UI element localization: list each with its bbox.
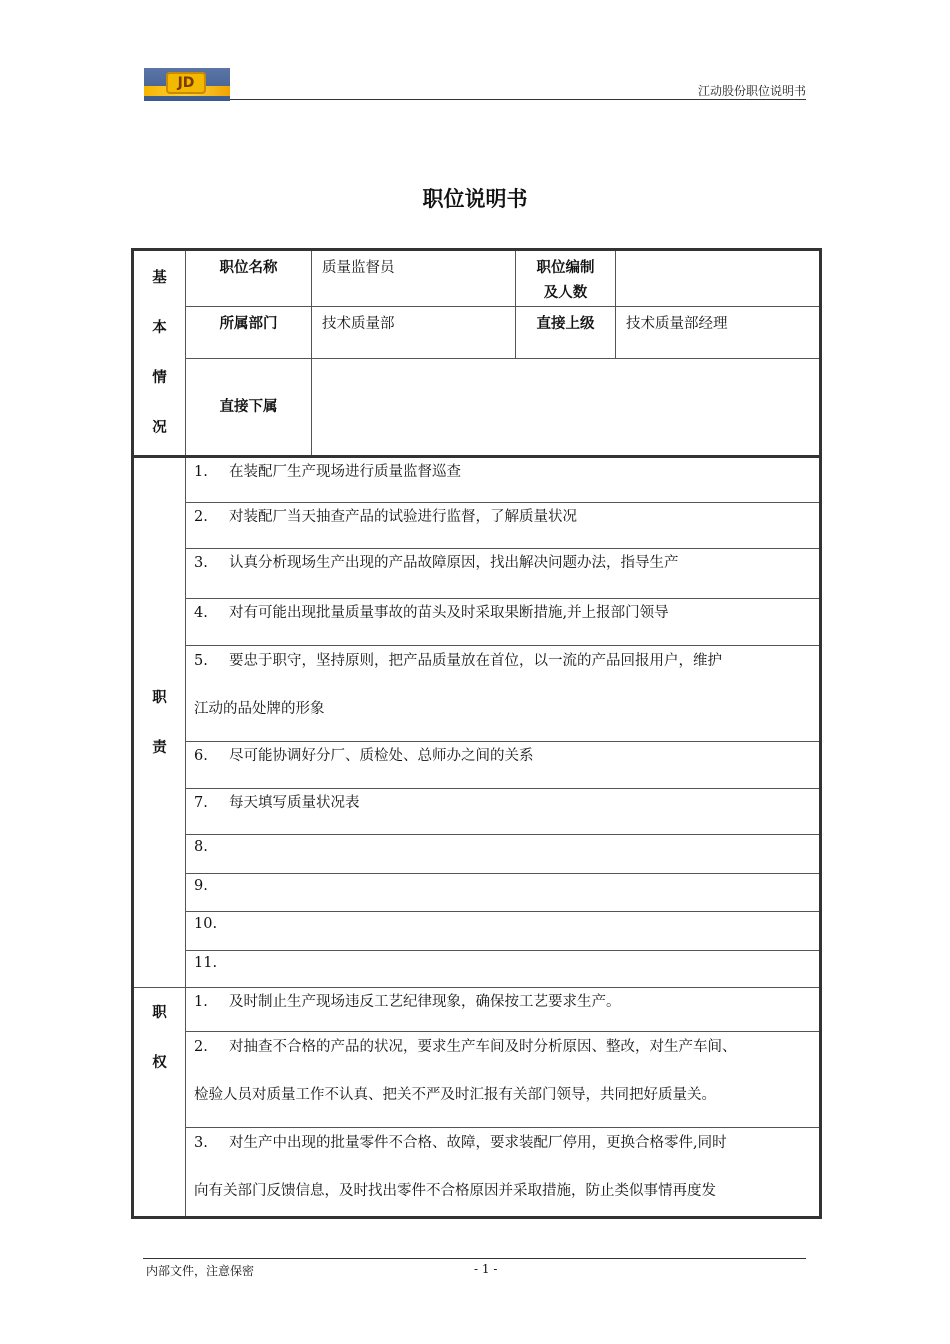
duty-item <box>186 457 821 503</box>
position-name-value: 质量监督员 <box>312 250 516 307</box>
department-value: 技术质量部 <box>312 307 516 359</box>
duty-text: 对装配厂当天抽查产品的试验进行监督，了解质量状况 <box>229 509 577 525</box>
duty-text: 在装配厂生产现场进行质量监督巡查 <box>229 464 461 480</box>
authority-text-continued: 向有关部门反馈信息，及时找出零件不合格原因并采取措施，防止类似事情再度发 <box>194 1183 716 1199</box>
authority-text: 对抽查不合格的产品的状况，要求生产车间及时分析原因、整改，对生产车间、 <box>229 1039 737 1055</box>
duty-number: 2. <box>194 509 208 525</box>
duty-item <box>186 646 821 742</box>
header-divider <box>230 99 806 100</box>
duty-text: 每天填写质量状况表 <box>229 795 360 811</box>
section-char: 职 <box>152 689 167 706</box>
section-duties <box>133 457 186 988</box>
page-number: - 1 - <box>474 1262 498 1276</box>
duty-line <box>194 636 811 686</box>
subordinate-label: 直接下属 <box>186 359 312 457</box>
section-char: 基 <box>152 270 167 286</box>
duty-number: 4. <box>194 605 208 621</box>
section-char: 本 <box>152 320 167 336</box>
duty-number: 3. <box>194 555 208 571</box>
section-char: 责 <box>152 739 167 756</box>
duty-text: 要忠于职守，坚持原则，把产品质量放在首位，以一流的产品回报用户，维护 <box>229 653 722 669</box>
section-char: 职 <box>152 1005 167 1021</box>
section-char: 权 <box>152 1055 167 1071</box>
authority-number: 3. <box>194 1135 208 1151</box>
authority-text-continued: 检验人员对质量工作不认真、把关不严及时汇报有关部门领导，共同把好质量关。 <box>194 1087 716 1103</box>
section-authority <box>133 988 186 1218</box>
duty-item <box>186 835 821 874</box>
duty-number: 9. <box>194 878 208 894</box>
duty-number: 8. <box>194 839 208 855</box>
logo-mark: JD <box>166 72 206 94</box>
headcount-label <box>516 250 616 307</box>
header-title: 江动股份职位说明书 <box>697 84 806 98</box>
duty-text: 尽可能协调好分厂、质检处、总师办之间的关系 <box>229 748 534 764</box>
authority-number: 1. <box>194 994 208 1010</box>
section-char: 况 <box>152 420 167 436</box>
section-char: 情 <box>152 370 167 386</box>
duty-number: 7. <box>194 795 208 811</box>
department-label: 所属部门 <box>186 307 312 359</box>
headcount-label-line1: 职位编制 <box>536 260 595 276</box>
duty-item <box>186 874 821 912</box>
duty-item <box>186 951 821 988</box>
duty-item <box>186 503 821 549</box>
authority-text: 对生产中出现的批量零件不合格、故障，要求装配厂停用，更换合格零件,同时 <box>229 1135 727 1151</box>
authority-number: 2. <box>194 1039 208 1055</box>
duty-number: 1. <box>194 464 208 480</box>
section-basic-info <box>133 250 186 457</box>
company-logo <box>144 68 230 101</box>
authority-item <box>186 1032 821 1128</box>
duty-item <box>186 912 821 951</box>
page-title: 职位说明书 <box>422 187 528 211</box>
footer-divider <box>143 1258 806 1259</box>
authority-text: 及时制止生产现场违反工艺纪律现象，确保按工艺要求生产。 <box>229 994 621 1010</box>
duty-item <box>186 549 821 599</box>
job-description-table <box>131 248 822 1219</box>
superior-value: 技术质量部经理 <box>616 307 821 359</box>
duty-number: 6. <box>194 748 208 764</box>
duty-number: 10. <box>194 916 218 932</box>
authority-line <box>194 1022 811 1072</box>
duty-number: 5. <box>194 653 208 669</box>
authority-item <box>186 1128 821 1218</box>
footer-confidential-note: 内部文件，注意保密 <box>146 1264 255 1278</box>
superior-label: 直接上级 <box>516 307 616 359</box>
duty-number: 11. <box>194 955 218 971</box>
subordinate-value <box>312 359 821 457</box>
duty-text: 对有可能出现批量质量事故的苗头及时采取果断措施,并上报部门领导 <box>229 605 669 621</box>
headcount-label-line2: 及人数 <box>543 285 588 301</box>
duty-item <box>186 742 821 789</box>
duty-item <box>186 789 821 835</box>
position-name-label: 职位名称 <box>186 250 312 307</box>
duty-text-continued: 江动的品处牌的形象 <box>194 701 325 717</box>
duty-text: 认真分析现场生产出现的产品故障原因，找出解决问题办法，指导生产 <box>229 555 679 571</box>
headcount-value <box>616 250 821 307</box>
authority-line <box>194 1118 811 1168</box>
